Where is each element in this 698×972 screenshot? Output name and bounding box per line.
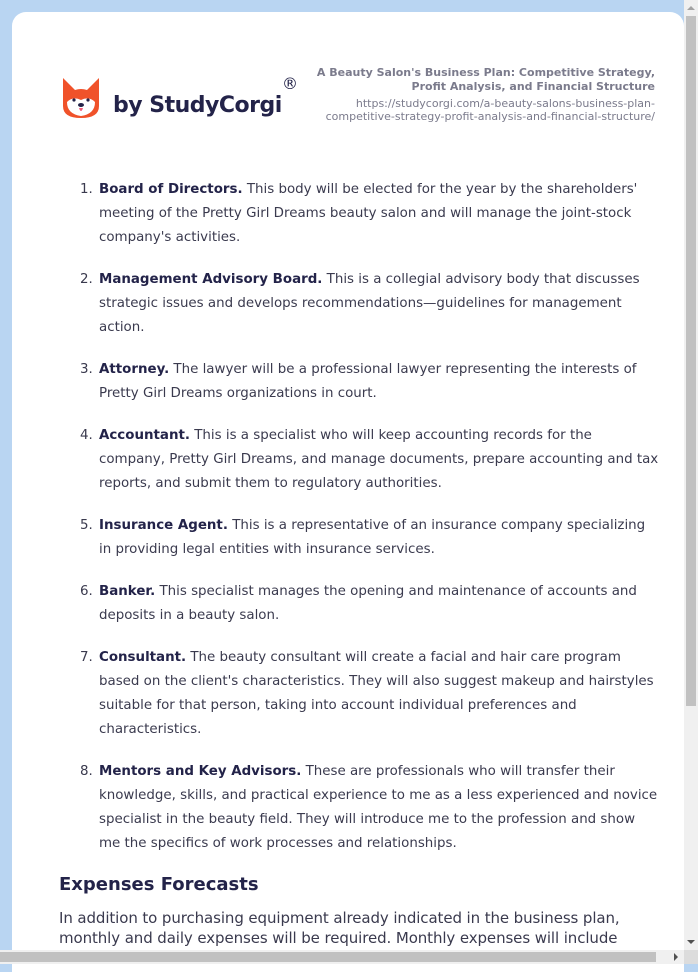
list-item: 2. Management Advisory Board. This is a collegial advisory body that discusses strategic issues and develops recommendations—guidelines for management action.	[80, 272, 640, 335]
vertical-scrollbar[interactable]	[684, 0, 698, 950]
roles-list	[59, 178, 659, 856]
scroll-right-arrow-icon[interactable]	[674, 953, 678, 961]
corgi-icon	[61, 76, 101, 125]
registered-mark: ®	[282, 74, 298, 93]
studycorgi-logo[interactable]	[61, 74, 298, 125]
document-body	[59, 178, 659, 874]
document-page	[12, 12, 684, 972]
list-item: 3. Attorney. The lawyer will be a professional lawyer representing the interests of Pretty Girl Dreams organizations in court.	[80, 362, 637, 401]
horizontal-scrollbar[interactable]	[0, 950, 684, 964]
list-item: 6. Banker. This specialist manages the opening and maintenance of accounts and deposits in a beauty salon.	[80, 584, 637, 623]
scrollbar-corner	[684, 950, 698, 964]
list-item: 8. Mentors and Key Advisors. These are professionals who will transfer their knowledge, skills, and practical experience to me as a less experienced and novice specialist in the beauty field. They will introduce me to the profession and show me the specifics of work processes and relationships.	[80, 764, 658, 851]
list-item: 4. Accountant. This is a specialist who will keep accounting records for the company, Pretty Girl Dreams, and manage documents, prepare accounting and tax reports, and submit them to regulatory authorities.	[80, 428, 659, 491]
document-meta	[295, 66, 655, 123]
list-item: 1. Board of Directors. This body will be elected for the year by the shareholders' meeting of the Pretty Girl Dreams beauty salon and will manage the joint-stock company's activities.	[80, 182, 638, 245]
scroll-down-arrow-icon[interactable]	[687, 940, 695, 944]
document-title: A Beauty Salon's Business Plan: Competitive Strategy, Profit Analysis, and Financial Structure	[316, 66, 655, 93]
list-item: 7. Consultant. The beauty consultant will create a facial and hair care program based on the client's characteristics. They will also suggest makeup and hairstyles suitable for that person, taking into account individual preferences and characteristics.	[80, 650, 654, 737]
page-header	[12, 12, 684, 152]
vertical-scroll-thumb[interactable]	[686, 16, 696, 706]
logo-text: by StudyCorgi	[113, 93, 282, 118]
section-heading: Expenses Forecasts	[59, 874, 259, 895]
section-paragraph: In addition to purchasing equipment already indicated in the business plan, monthly and daily expenses will be required. Monthly expenses will include	[59, 909, 620, 947]
document-url[interactable]: https://studycorgi.com/a-beauty-salons-business-plan- competitive-strategy-profit-analysis-and-financial-structure/	[325, 97, 655, 123]
horizontal-scroll-thumb[interactable]	[0, 952, 656, 962]
scroll-up-arrow-icon[interactable]	[687, 6, 695, 10]
list-item: 5. Insurance Agent. This is a representative of an insurance company specializing in providing legal entities with insurance services.	[80, 518, 646, 557]
